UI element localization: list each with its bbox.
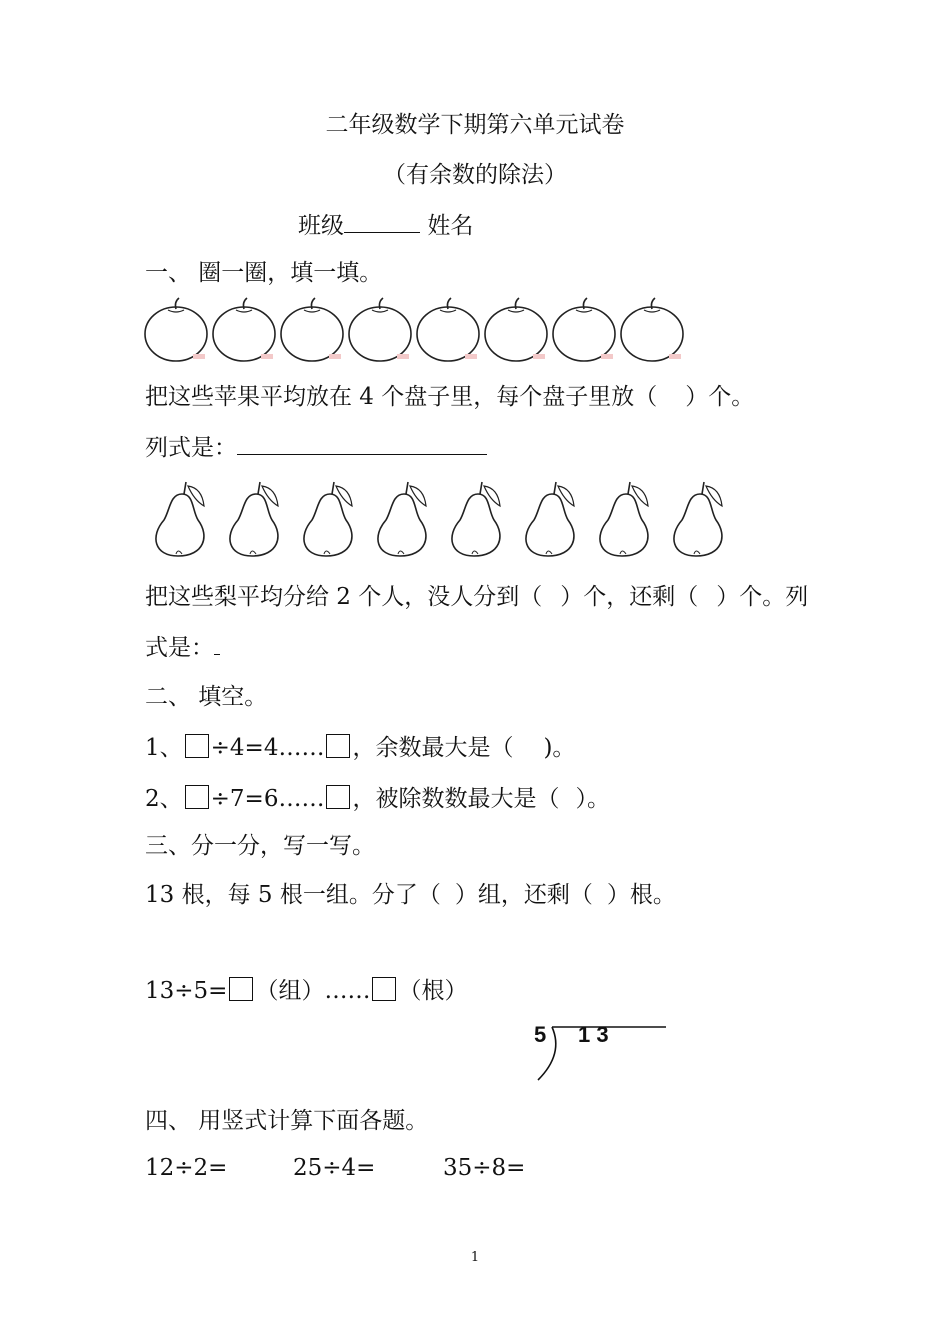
vertical-problems [145, 1153, 525, 1183]
long-division-bracket [530, 1020, 670, 1084]
question-number: 1、 [145, 735, 183, 761]
remainder-box[interactable] [326, 734, 350, 758]
equation-prefix: 13÷5= [145, 978, 228, 1004]
apple-question-text: 把这些苹果平均放在 4 个盘子里，每个盘子里放（ [145, 384, 658, 410]
page-subtitle: （有余数的除法） [383, 162, 567, 188]
apple-icon [619, 296, 687, 366]
pear-icon [664, 476, 738, 560]
apple-icon [211, 296, 279, 366]
apple-icon [551, 296, 619, 366]
remainder-box[interactable] [326, 785, 350, 809]
divisor: 5 [534, 1022, 547, 1047]
pear-formula-blank[interactable] [214, 632, 220, 655]
group-question-text: 13 根，每 5 根一组。分了（ [145, 882, 441, 908]
pear-icon [146, 476, 220, 560]
fill-question-2 [145, 784, 610, 814]
pear-question-mid: ）个，还剩（ [560, 584, 699, 610]
equation-text: ÷7=6…… [210, 786, 325, 812]
dividend: 1 3 [578, 1022, 609, 1047]
pear-question [145, 582, 808, 612]
section-1-heading: 一、 圈一圈，填一填。 [145, 260, 383, 286]
apple-formula-blank[interactable] [237, 432, 487, 455]
pear-formula [145, 632, 220, 663]
problem: 12÷2= [145, 1155, 228, 1181]
pear-question-text: 把这些梨平均分给 2 个人，没人分到（ [145, 584, 543, 610]
problem: 25÷4= [293, 1155, 376, 1181]
remainder-box[interactable] [372, 977, 396, 1001]
equation-text: ÷4=4…… [210, 735, 325, 761]
page-number: 1 [470, 1250, 480, 1265]
apple-row [143, 296, 687, 366]
dividend-box[interactable] [185, 734, 209, 758]
pear-icon [516, 476, 590, 560]
class-blank[interactable] [344, 210, 420, 233]
section-3-heading: 三、分一分，写一写。 [145, 833, 375, 859]
fill-question-1 [145, 733, 575, 763]
pear-icon [294, 476, 368, 560]
pear-row [146, 476, 738, 560]
apple-question-suffix: ）个。 [685, 384, 755, 410]
group-question [145, 880, 676, 910]
pear-icon [442, 476, 516, 560]
page-title: 二年级数学下期第六单元试卷 [325, 112, 625, 138]
quotient-box[interactable] [229, 977, 253, 1001]
pear-question-suffix: ）个。列 [716, 584, 809, 610]
apple-formula [145, 432, 487, 463]
dividend-box[interactable] [185, 785, 209, 809]
apple-icon [483, 296, 551, 366]
class-label: 班级 [298, 213, 344, 239]
question-text: ，被除数数最大是（ [352, 786, 560, 812]
equation-unit-sticks: （根） [398, 978, 468, 1004]
group-question-suffix: ）根。 [606, 882, 676, 908]
question-suffix: ）。 [575, 786, 610, 812]
name-label: 姓名 [427, 213, 474, 239]
question-number: 2、 [145, 786, 183, 812]
pear-icon [220, 476, 294, 560]
pear-icon [368, 476, 442, 560]
student-info [298, 210, 473, 241]
group-equation [145, 976, 467, 1006]
apple-icon [415, 296, 483, 366]
apple-icon [347, 296, 415, 366]
apple-icon [279, 296, 347, 366]
pear-formula-label: 式是： [145, 635, 214, 661]
apple-formula-label: 列式是： [145, 435, 237, 461]
question-suffix: )。 [543, 735, 576, 761]
section-2-heading: 二、 填空。 [145, 684, 268, 710]
section-4-heading: 四、 用竖式计算下面各题。 [145, 1108, 429, 1134]
question-text: ，余数最大是（ [352, 735, 514, 761]
pear-icon [590, 476, 664, 560]
apple-question [145, 382, 754, 412]
apple-icon [143, 296, 211, 366]
group-question-mid: ）组，还剩（ [454, 882, 593, 908]
problem: 35÷8= [443, 1155, 526, 1181]
equation-unit-groups: （组）…… [255, 978, 371, 1004]
